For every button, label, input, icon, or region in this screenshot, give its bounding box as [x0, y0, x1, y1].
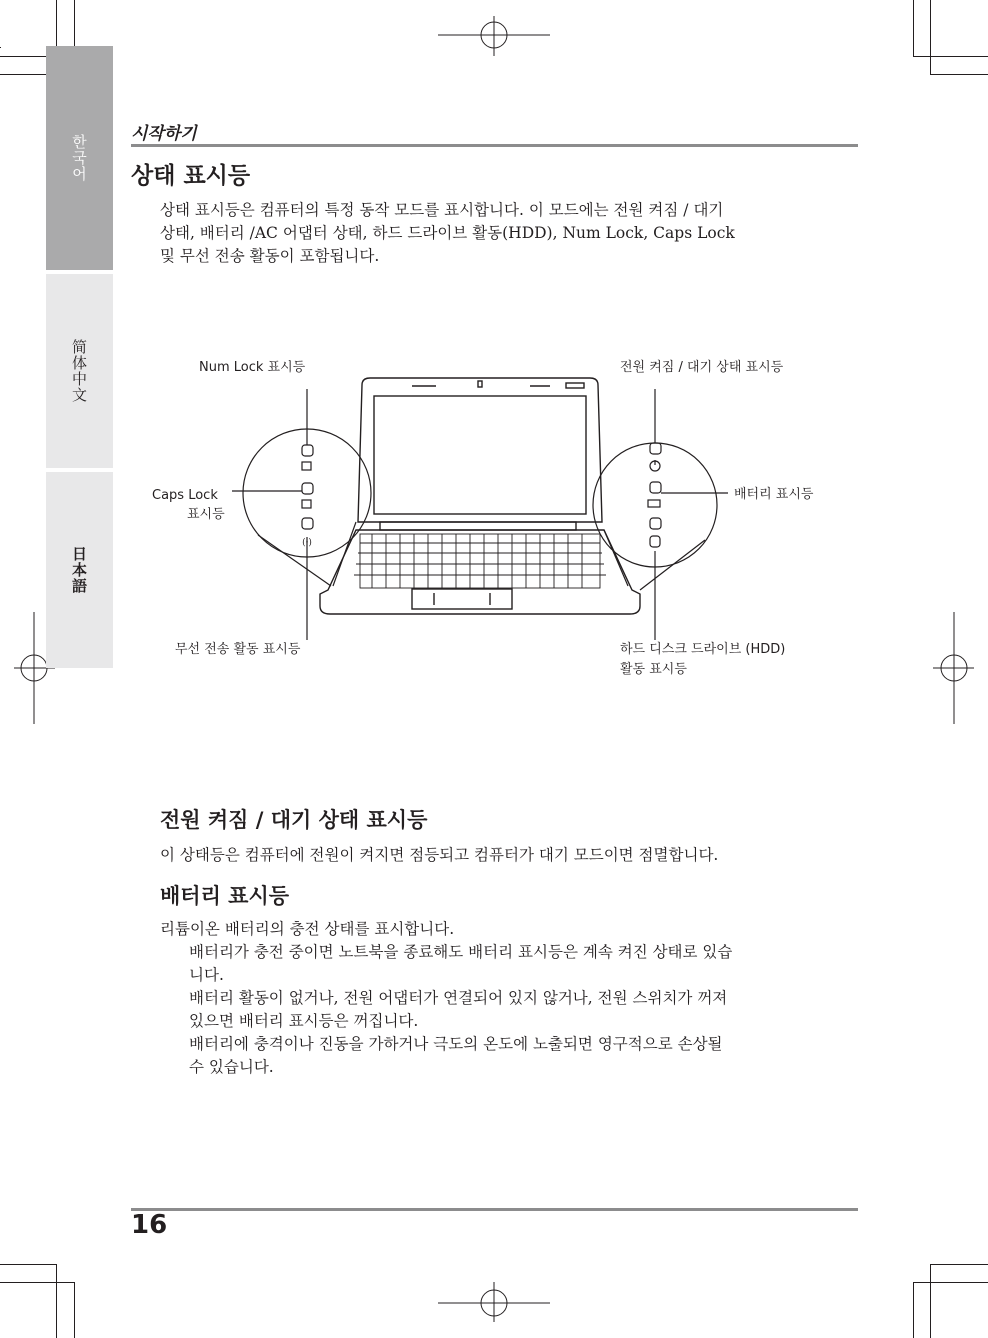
battery-label: 배터리 표시등: [734, 487, 814, 502]
hdd-label-2: 활동 표시등: [620, 662, 687, 677]
intro-paragraph: 상태 표시등은 컴퓨터의 특정 동작 모드를 표시합니다. 이 모드에는 전원 켜짐 / 대기 상태, 배터리 /AC 어댑터 상태, 하드 드라이브 활동(HDD), Num Lock, Caps Lock 및 무선 전송 활동이 포함됩니다.: [160, 201, 735, 265]
num-lock-label: Num Lock 표시등: [199, 360, 306, 375]
tab-japanese[interactable]: 日本語: [46, 472, 113, 668]
tab-chinese[interactable]: 简体中文: [46, 274, 113, 468]
battery-section-title: 배터리 표시등: [160, 884, 290, 908]
page-title: 상태 표시등: [131, 163, 251, 189]
caps-lock-label-2: 표시등: [187, 507, 225, 522]
power-standby-label: 전원 켜짐 / 대기 상태 표시등: [620, 360, 784, 375]
footer-rule: [131, 1208, 858, 1211]
section-label: 시작하기: [131, 124, 197, 144]
svg-text:(ꞏ): (ꞏ): [302, 538, 312, 548]
power-section-title: 전원 켜짐 / 대기 상태 표시등: [160, 808, 428, 832]
battery-section-text: 리튬이온 배터리의 충전 상태를 표시합니다. 배터리가 충전 중이면 노트북을 종료해도 배터리 표시등은 계속 켜진 상태로 있습 니다. 배터리 활동이 없거나, 전원 어댑터가 연결되어 있지 않거나, 전원 스위치가 꺼져 있으면 배터리 표시등은 꺼집니다. 배터리에 충격이나 진동을 가하거나 극도의 온도에 노출되면 영구적으로 손상될 수 있습니다.: [160, 920, 733, 1076]
power-section-text: 이 상태등은 컴퓨터에 전원이 켜지면 점등되고 컴퓨터가 대기 모드이면 점멸합니다.: [160, 846, 719, 864]
tab-korean[interactable]: 한국어: [46, 46, 113, 270]
page-number: 16: [131, 1210, 168, 1240]
hdd-label: 하드 디스크 드라이브 (HDD): [620, 642, 786, 657]
wireless-label: 무선 전송 활동 표시등: [175, 642, 301, 657]
caps-lock-label: Caps Lock: [152, 488, 218, 503]
